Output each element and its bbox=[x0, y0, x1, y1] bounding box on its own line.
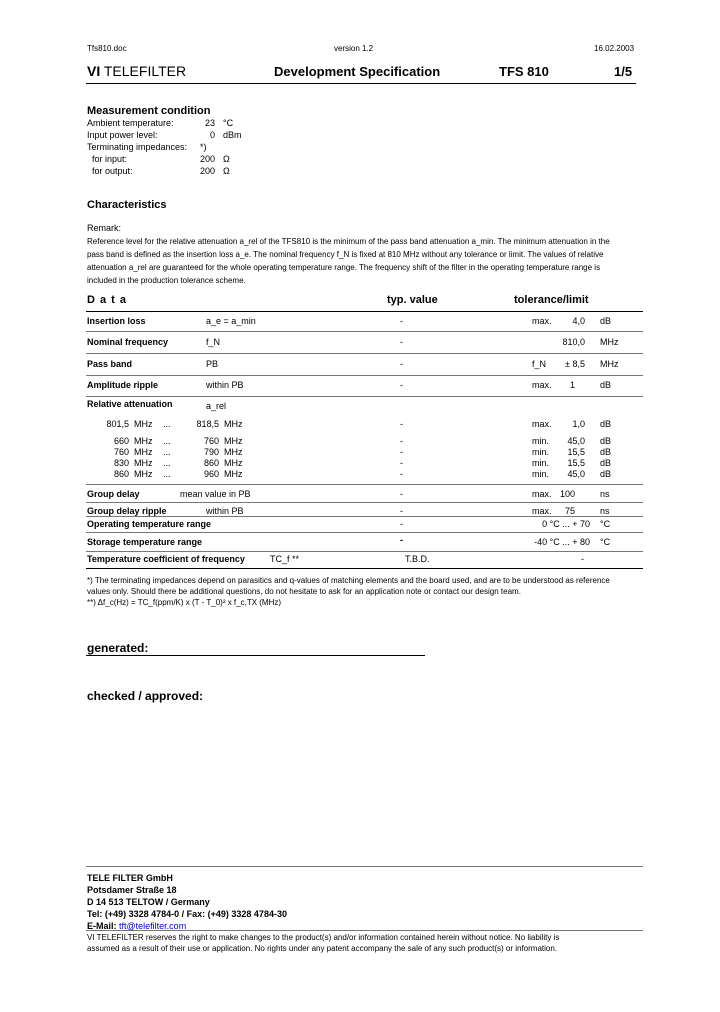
document-title: Development Specification bbox=[274, 64, 441, 79]
typ-value: - bbox=[400, 419, 403, 429]
limit-value: -40 °C ... + 80 bbox=[534, 537, 590, 547]
measurement-unit: dBm bbox=[223, 130, 242, 140]
product-name: TFS 810 bbox=[499, 64, 549, 79]
header-divider bbox=[86, 83, 636, 84]
limit-type: f_N bbox=[532, 359, 547, 369]
limit-value: 45,0 bbox=[567, 436, 585, 446]
band-to: 960 bbox=[203, 469, 219, 479]
band-to: 860 bbox=[203, 458, 219, 468]
typ-value: - bbox=[400, 380, 403, 390]
band-range-dots: ... bbox=[163, 436, 171, 446]
typ-value: - bbox=[400, 519, 403, 529]
band-range-dots: ... bbox=[163, 419, 171, 429]
param-name: Insertion loss bbox=[87, 316, 146, 326]
measurement-value: *) bbox=[200, 142, 207, 152]
row-divider bbox=[86, 396, 643, 397]
footer-company: TELE FILTER GmbH bbox=[87, 873, 173, 883]
param-name: Temperature coefficient of frequency bbox=[87, 554, 245, 564]
param-name: Nominal frequency bbox=[87, 337, 169, 347]
remark-line: included in the production tolerance scheme. bbox=[87, 276, 246, 285]
limit-value: 15,5 bbox=[567, 447, 585, 457]
disclaimer-line: VI TELEFILTER reserves the right to make changes to the product(s) and/or information contained herein without notice. No liability is bbox=[87, 933, 560, 942]
limit-value: 4,0 bbox=[572, 316, 585, 326]
characteristics-title: Characteristics bbox=[87, 199, 167, 211]
footnote-impedance: *) The terminating impedances depend on parasitics and q-values of matching elements and the board used, and are to be understood as reference bbox=[87, 576, 610, 585]
limit-value: 0 °C ... + 70 bbox=[542, 519, 590, 529]
band-to-unit: MHz bbox=[224, 458, 243, 468]
row-divider bbox=[86, 551, 643, 552]
band-from-unit: MHz bbox=[134, 436, 153, 446]
measurement-value: 23 bbox=[204, 118, 215, 128]
limit-value: ± 8,5 bbox=[565, 359, 585, 369]
row-divider bbox=[86, 353, 643, 354]
measurement-label: Terminating impedances: bbox=[87, 142, 188, 152]
limit-type: max. bbox=[532, 506, 552, 516]
band-to-unit: MHz bbox=[224, 436, 243, 446]
disclaimer-line: assumed as a result of their use or application. No rights under any patent accompany the sale of any such product(s) or information. bbox=[87, 944, 558, 953]
row-divider bbox=[86, 532, 643, 533]
limit-unit: dB bbox=[600, 447, 612, 457]
row-divider bbox=[86, 484, 643, 485]
typ-value: - bbox=[400, 447, 403, 457]
param-name: Group delay ripple bbox=[87, 506, 167, 516]
param-symbol: within PB bbox=[206, 380, 244, 390]
param-name: Storage temperature range bbox=[87, 537, 203, 547]
remark-line: pass band is defined as the insertion loss a_e. The nominal frequency f_N is fixed at 810 MHz without any tolerance or limit. The values of relative bbox=[87, 250, 604, 259]
limit-unit: ns bbox=[600, 489, 610, 499]
typ-value: - bbox=[400, 316, 403, 326]
version-label: version 1.2 bbox=[334, 44, 374, 53]
band-from-unit: MHz bbox=[134, 458, 153, 468]
measurement-label: for output: bbox=[87, 166, 133, 176]
footnote-impedance-cont: values only. Should there be additional questions, do not hesitate to ask for an application note or contact our design team. bbox=[87, 587, 521, 596]
footer-street: Potsdamer Straße 18 bbox=[87, 885, 177, 895]
measurement-value: 200 bbox=[199, 154, 215, 164]
measurement-label: for input: bbox=[87, 154, 128, 164]
col-header-data: D a t a bbox=[87, 294, 128, 306]
generated-signature-line bbox=[86, 655, 425, 656]
measurement-unit: Ω bbox=[223, 154, 230, 164]
table-header-divider bbox=[86, 311, 643, 312]
footer-city: D 14 513 TELTOW / Germany bbox=[87, 897, 210, 907]
limit-unit: °C bbox=[600, 519, 611, 529]
measurement-value: 0 bbox=[209, 130, 215, 140]
measurement-title: Measurement condition bbox=[87, 105, 211, 117]
company-logo bbox=[87, 63, 186, 79]
limit-type: min. bbox=[532, 458, 550, 468]
document-date: 16.02.2003 bbox=[594, 44, 635, 53]
param-symbol: TC_f ** bbox=[270, 554, 300, 564]
band-to-unit: MHz bbox=[224, 447, 243, 457]
typ-value: - bbox=[400, 337, 403, 347]
limit-unit: ns bbox=[600, 506, 610, 516]
limit-unit: dB bbox=[600, 380, 612, 390]
measurement-label: Input power level: bbox=[87, 130, 158, 140]
limit-type: max. bbox=[532, 489, 552, 499]
limit-value: 15,5 bbox=[567, 458, 585, 468]
measurement-unit: Ω bbox=[223, 166, 230, 176]
param-symbol: PB bbox=[206, 359, 219, 369]
limit-type: max. bbox=[532, 316, 552, 326]
page-number: 1/5 bbox=[614, 64, 633, 79]
row-divider bbox=[86, 331, 643, 332]
limit-value: 45,0 bbox=[567, 469, 585, 479]
remark-line: Reference level for the relative attenuation a_rel of the TFS810 is the minimum of the pass band attenuation a_min. The minimum attenuation in the bbox=[87, 237, 610, 246]
checked-label: checked / approved: bbox=[87, 689, 204, 703]
limit-unit: MHz bbox=[600, 359, 619, 369]
band-to: 790 bbox=[203, 447, 219, 457]
limit-unit: dB bbox=[600, 469, 612, 479]
footnotes bbox=[87, 575, 610, 608]
footer-phone: Tel: (+49) 3328 4784-0 / Fax: (+49) 3328 4784-30 bbox=[87, 909, 287, 919]
band-from-unit: MHz bbox=[134, 469, 153, 479]
param-name: Operating temperature range bbox=[87, 519, 212, 529]
param-name: Group delay bbox=[87, 489, 140, 499]
limit-type: max. bbox=[532, 419, 552, 429]
footer-divider bbox=[86, 866, 643, 867]
remark-label: Remark: bbox=[87, 223, 122, 233]
limit-type: min. bbox=[532, 436, 550, 446]
email-link[interactable]: tft@telefilter.com bbox=[119, 921, 187, 931]
limit-value: 75 bbox=[564, 506, 575, 516]
generated-label: generated: bbox=[87, 641, 149, 655]
limit-unit: MHz bbox=[600, 337, 619, 347]
company-address bbox=[87, 872, 287, 932]
band-from: 830 bbox=[113, 458, 129, 468]
limit-value: - bbox=[581, 554, 584, 564]
typ-value: - bbox=[400, 359, 403, 369]
typ-value: - bbox=[400, 458, 403, 468]
band-from-unit: MHz bbox=[134, 447, 153, 457]
limit-value: 100 bbox=[559, 489, 575, 499]
disclaimer bbox=[87, 932, 559, 954]
row-divider bbox=[86, 502, 643, 503]
col-header-tolerance: tolerance/limit bbox=[514, 294, 589, 306]
file-name: Tfs810.doc bbox=[87, 44, 127, 53]
param-symbol: a_e = a_min bbox=[206, 316, 256, 326]
limit-unit: °C bbox=[600, 537, 611, 547]
limit-unit: dB bbox=[600, 419, 612, 429]
param-symbol: f_N bbox=[206, 337, 221, 347]
limit-value: 1,0 bbox=[572, 419, 585, 429]
limit-value: 1 bbox=[569, 380, 575, 390]
band-from: 760 bbox=[113, 447, 129, 457]
band-range-dots: ... bbox=[163, 469, 171, 479]
band-from-unit: MHz bbox=[134, 419, 153, 429]
limit-unit: dB bbox=[600, 458, 612, 468]
remark-line: attenuation a_rel are guaranteed for the whole operating temperature range. The frequency shift of the filter in the operating temperature range is bbox=[87, 263, 601, 272]
measurement-value: 200 bbox=[199, 166, 215, 176]
logo-mark: VI bbox=[87, 63, 101, 79]
limit-unit: dB bbox=[600, 436, 612, 446]
typ-value: T.B.D. bbox=[405, 554, 430, 564]
typ-value: - bbox=[400, 506, 403, 516]
band-to: 760 bbox=[203, 436, 219, 446]
typ-value: - bbox=[400, 489, 403, 499]
band-to: 818,5 bbox=[196, 419, 219, 429]
param-symbol: mean value in PB bbox=[180, 489, 251, 499]
row-divider bbox=[86, 516, 643, 517]
param-name: Amplitude ripple bbox=[87, 380, 159, 390]
footer-email-label: E-Mail: bbox=[87, 921, 117, 931]
param-symbol: within PB bbox=[206, 506, 244, 516]
band-range-dots: ... bbox=[163, 447, 171, 457]
typ-value: - bbox=[400, 469, 403, 479]
band-to-unit: MHz bbox=[224, 469, 243, 479]
limit-type: min. bbox=[532, 447, 550, 457]
table-bottom-divider bbox=[86, 568, 643, 569]
typ-value: - bbox=[400, 436, 403, 446]
footer-divider-2 bbox=[86, 930, 643, 931]
measurement-unit: °C bbox=[223, 118, 234, 128]
band-from: 660 bbox=[113, 436, 129, 446]
band-range-dots: ... bbox=[163, 458, 171, 468]
param-symbol: a_rel bbox=[206, 401, 227, 411]
measurement-label: Ambient temperature: bbox=[87, 118, 174, 128]
band-from: 860 bbox=[113, 469, 129, 479]
footnote-tempco: **) Δf_c(Hz) = TC_f(ppm/K) x (T - T_0)² x f_c,TX (MHz) bbox=[87, 598, 282, 607]
limit-value: 810,0 bbox=[562, 337, 585, 347]
col-header-typ: typ. value bbox=[387, 294, 438, 306]
param-name: Pass band bbox=[87, 359, 133, 369]
limit-type: max. bbox=[532, 380, 552, 390]
limit-type: min. bbox=[532, 469, 550, 479]
limit-unit: dB bbox=[600, 316, 612, 326]
typ-value: - bbox=[400, 535, 403, 545]
remark-text bbox=[87, 235, 610, 287]
band-from: 801,5 bbox=[106, 419, 129, 429]
company-name: TELEFILTER bbox=[103, 63, 187, 79]
band-to-unit: MHz bbox=[224, 419, 243, 429]
param-name: Relative attenuation bbox=[87, 399, 173, 409]
row-divider bbox=[86, 375, 643, 376]
